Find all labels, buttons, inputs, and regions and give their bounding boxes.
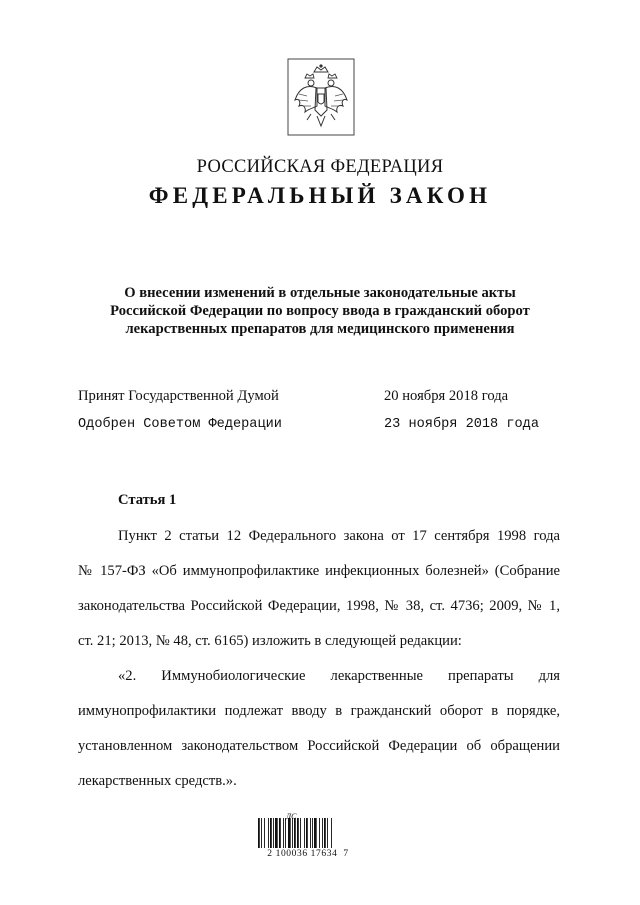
paragraph-line: Пункт 2 статьи 12 Федерального закона от 17 сентября 1998 года	[118, 528, 560, 544]
country-name: РОССИЙСКАЯ ФЕДЕРАЦИЯ	[196, 157, 444, 177]
paragraph-line: иммунопрофилактики подлежат вводу в гражданский оборот в порядке,	[78, 703, 560, 719]
council-approval-label: Одобрен Советом Федерации	[78, 417, 282, 432]
document-barcode	[258, 812, 358, 859]
paragraph-line: установленном законодательством Российской Федерации об обращении	[78, 738, 560, 754]
coat-of-arms-icon	[287, 58, 355, 136]
law-title-line: О внесении изменений в отдельные законодательные акты	[124, 285, 516, 301]
council-approval-date: 23 ноября 2018 года	[384, 417, 539, 432]
duma-adoption-date: 20 ноября 2018 года	[384, 388, 509, 404]
barcode-number: 2 100036 17634 7	[267, 849, 349, 859]
paragraph-line: законодательства Российской Федерации, 1998, № 38, ст. 4736; 2009, № 1,	[78, 598, 560, 614]
law-title-line: лекарственных препаратов для медицинского применения	[125, 321, 515, 337]
paragraph-line: ст. 21; 2013, № 48, ст. 6165) изложить в следующей редакции:	[78, 633, 462, 649]
registration-mark: ДС	[286, 812, 297, 821]
law-title-line: Российской Федерации по вопросу ввода в гражданский оборот	[110, 303, 530, 319]
article-paragraph-1	[78, 519, 560, 659]
law-title	[0, 284, 640, 338]
paragraph-line: лекарственных средств.».	[78, 773, 237, 789]
law-type-heading: ФЕДЕРАЛЬНЫЙ ЗАКОН	[148, 183, 492, 208]
article-paragraph-2	[78, 659, 560, 799]
paragraph-line: «2. Иммунобиологические лекарственные препараты для	[118, 668, 560, 684]
article-heading: Статья 1	[118, 492, 177, 508]
barcode-icon	[258, 818, 358, 848]
paragraph-line: № 157-ФЗ «Об иммунопрофилактике инфекционных болезней» (Собрание	[78, 563, 560, 579]
duma-adoption-label: Принят Государственной Думой	[78, 388, 279, 404]
